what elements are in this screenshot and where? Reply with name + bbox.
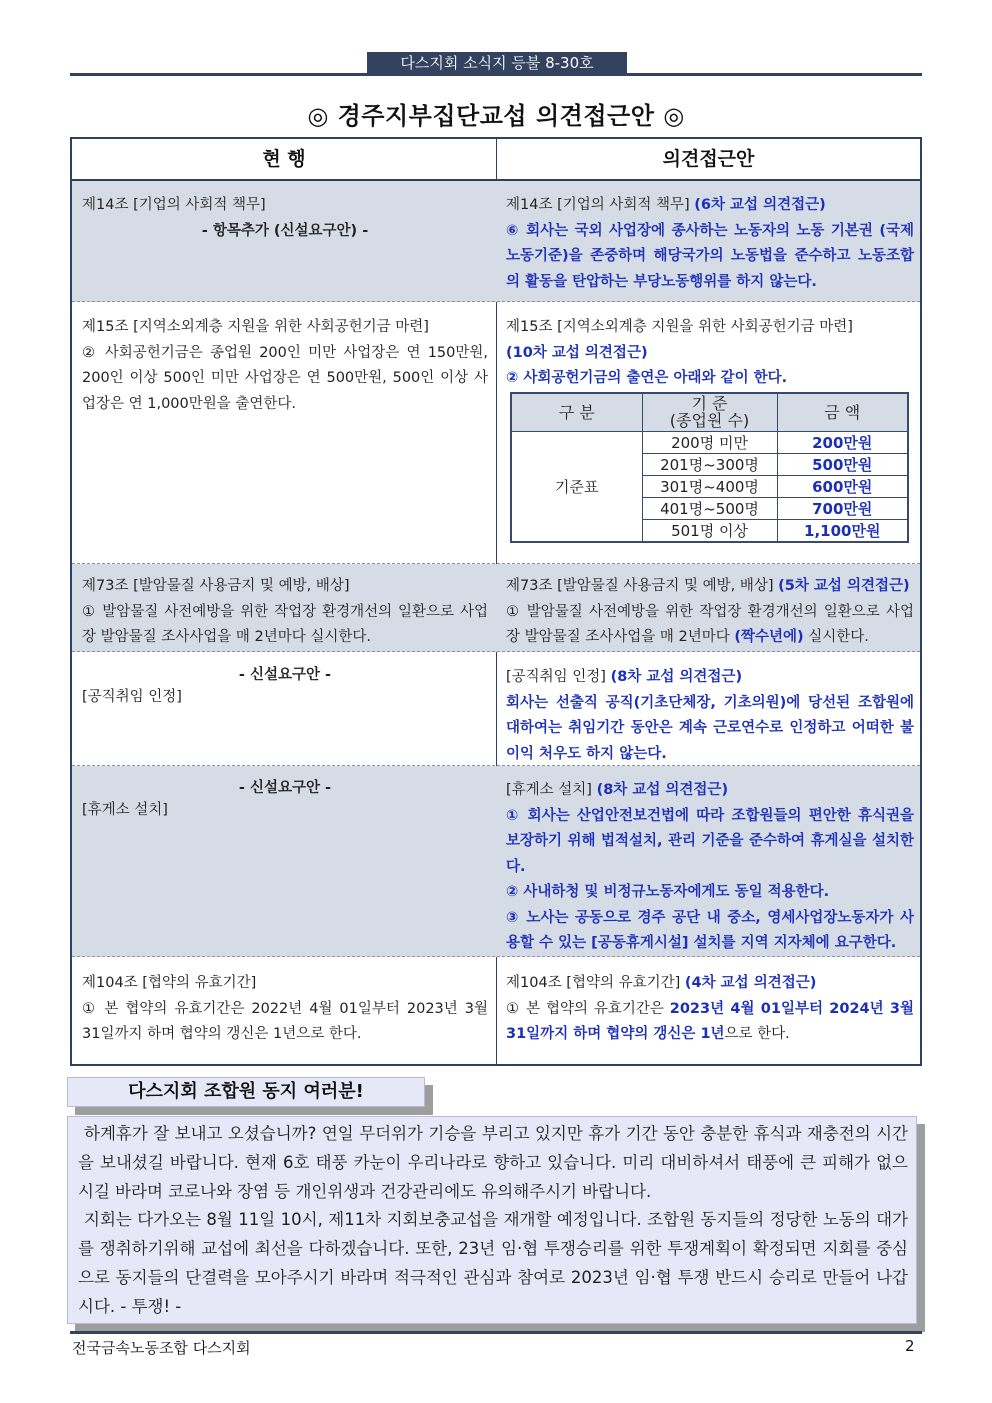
std-header-amount: 금 액 [777,393,908,431]
current-clause: ① 본 협약의 유효기간은 2022년 4월 01일부터 2023년 3월 31일까지 하며 협약의 갱신은 1년으로 한다. [82,1000,488,1042]
header-agreed: 의견접근안 [662,148,755,170]
table-row [72,766,920,957]
agreement-round: (8차 교섭 의견접근) [596,782,729,798]
page-number: 2 [905,1337,915,1355]
article-title: 제14조 [기업의 사회적 책무] [82,197,266,213]
contribution-standard-table [510,392,909,543]
agreement-round: (4차 교섭 의견접근) [684,975,817,991]
footer-org: 전국금속노동조합 다스지회 [72,1339,251,1357]
std-amount: 500만원 [777,453,908,475]
std-row-label: 기준표 [511,431,642,542]
article-title: 제14조 [기업의 사회적 책무] [506,197,690,213]
header-current: 현 행 [262,148,306,170]
std-criteria: 200명 미만 [642,431,777,453]
article-title: [공직취임 인정] [82,689,182,705]
table-row [72,957,920,1064]
agreed-clause: ① 본 협약의 유효기간은 2023년 4월 01일부터 2024년 3월 31일까지 하며 협약의 갱신은 1년으로 한다. [506,1000,915,1042]
agreement-round: (10차 교섭 의견접근) [506,344,648,361]
greeting-letter [67,1116,917,1324]
article-title: 제15조 [지역소외계층 지원을 위한 사회공헌기금 마련] [506,319,853,335]
current-cell [82,665,488,711]
agreement-round: (6차 교섭 의견접근) [694,197,826,213]
new-item-note: - 항목추가 (신설요구안) - [201,222,369,239]
agreed-cell [506,778,914,957]
current-cell [82,315,488,417]
table-row [72,652,920,766]
std-amount: 600만원 [777,475,908,497]
std-header-criteria: 기 준 (종업원 수) [642,393,777,431]
table-row [72,564,920,652]
agreed-clause: 회사는 선출직 공직(기초단체장, 기초의원)에 당선된 조합원에 대하여는 취임기간 동안은 계속 근로연수로 인정하고 어떠한 불이익 처우도 하지 않는다. [506,694,914,762]
letter-paragraph: 하계휴가 잘 보내고 오셨습니까? 연일 무더위가 기승을 부리고 있지만 휴가 기간 동안 충분한 휴식과 재충전의 시간을 보내셨길 바랍니다. 현재 6호 태풍 카눈이 우리나라로 향하고 있습니다. 미리 대비하셔서 태풍에 큰 피해가 없으시길 바라며 코로나와 장염 등 개인위생과 건강관리에도 유의해주시기 바랍니다. [78,1124,908,1201]
article-title: [휴게소 설치] [82,802,168,818]
std-amount: 200만원 [777,431,908,453]
std-header-division: 구 분 [511,393,642,431]
table-row [72,181,920,302]
current-cell [82,193,488,244]
article-title: [공직취임 인정] [506,669,606,685]
agreed-clause: ② 사내하청 및 비정규노동자에게도 동일 적용한다. [506,884,830,900]
current-cell [82,971,488,1048]
agreed-clause: ② 사회공헌기금의 출연은 아래와 같이 한다. [506,370,788,386]
agreed-cell [506,193,914,295]
agreed-clause: ① 발암물질 사전예방을 위한 작업장 환경개선의 일환으로 사업장 발암물질 조사사업을 매 2년마다 (짝수년에) 실시한다. [506,603,914,645]
article-title: 제15조 [지역소외계층 지원을 위한 사회공헌기금 마련] [82,319,429,335]
article-title: 제104조 [협약의 유효기간] [82,975,257,991]
std-criteria: 201명~300명 [642,453,777,475]
article-title: 제104조 [협약의 유효기간] [506,975,681,991]
std-criteria: 301명~400명 [642,475,777,497]
std-amount: 1,100만원 [777,519,908,542]
article-title: [휴게소 설치] [506,782,592,798]
letter-paragraph: 지회는 다가오는 8월 11일 10시, 제11차 지회보충교섭을 재개할 예정입니다. 조합원 동지들의 정당한 노동의 대가를 쟁취하기위해 교섭에 최선을 다하겠습니다. 또한, 23년 임·협 투쟁승리를 위한 투쟁계획이 확정되면 지회를 중심으로 동지들의 단결력을 모아주시기 바라며 적극적인 관심과 참여로 2023년 임·협 투쟁 반드시 승리로 만들어 나갑시다. - 투쟁! - [78,1210,908,1316]
page-title: ◎ 경주지부집단교섭 의견접근안 ◎ [307,102,685,130]
current-clause: ② 사회공헌기금은 종업원 200인 미만 사업장은 연 150만원, 200인 이상 500인 미만 사업장은 연 500만원, 500인 이상 사업장은 연 1,000만원을 출연한다. [82,344,488,412]
footer-rule [70,1331,922,1334]
article-title: 제73조 [발암물질 사용금지 및 예방, 배상] [82,578,350,594]
table-header [72,139,920,181]
header-rule [70,73,922,76]
agreed-clause: ① 회사는 산업안전보건법에 따라 조합원들의 편안한 휴식권을 보장하기 위해 법적설치, 관리 기준을 준수하여 휴게실을 설치한다. [506,807,914,875]
agreed-clause: ⑥ 회사는 국외 사업장에 종사하는 노동자의 노동 기본권 (국제노동기준)을 존중하며 해당국가의 노동법을 준수하고 노동조합의 활동을 탄압하는 부당노동행위를 하지 않는다. [506,222,914,290]
clause-emphasis: (짝수년에) [734,629,804,645]
current-cell [82,778,488,824]
newsletter-tag: 다스지회 소식지 등불 8-30호 [367,52,627,74]
new-demand-note: - 신설요구안 - [238,780,332,796]
agreement-round: (5차 교섭 의견접근) [778,578,910,594]
agreed-cell [506,665,914,767]
new-demand-note: - 신설요구안 - [238,667,332,683]
greeting-heading: 다스지회 조합원 동지 여러분! [67,1077,425,1107]
std-criteria: 501명 이상 [642,519,777,542]
article-title: 제73조 [발암물질 사용금지 및 예방, 배상] [506,578,774,594]
current-clause: ① 발암물질 사전예방을 위한 작업장 환경개선의 일환으로 사업장 발암물질 조사사업을 매 2년마다 실시한다. [82,603,488,645]
current-cell [82,574,488,651]
agreed-cell [506,574,914,651]
agreement-round: (8차 교섭 의견접근) [610,669,743,685]
agreed-cell [506,315,914,392]
agreed-clause: ③ 노사는 공동으로 경주 공단 내 중소, 영세사업장노동자가 사용할 수 있는 [공동휴게시설] 설치를 지역 지자체에 요구한다. [506,909,914,951]
agreed-cell [506,971,914,1048]
std-criteria: 401명~500명 [642,497,777,519]
comparison-table [70,137,922,1066]
std-amount: 700만원 [777,497,908,519]
clause-emphasis: 2023년 4월 01일부터 2024년 3월 31일까지 하며 협약의 갱신은 1년 [506,1000,915,1042]
